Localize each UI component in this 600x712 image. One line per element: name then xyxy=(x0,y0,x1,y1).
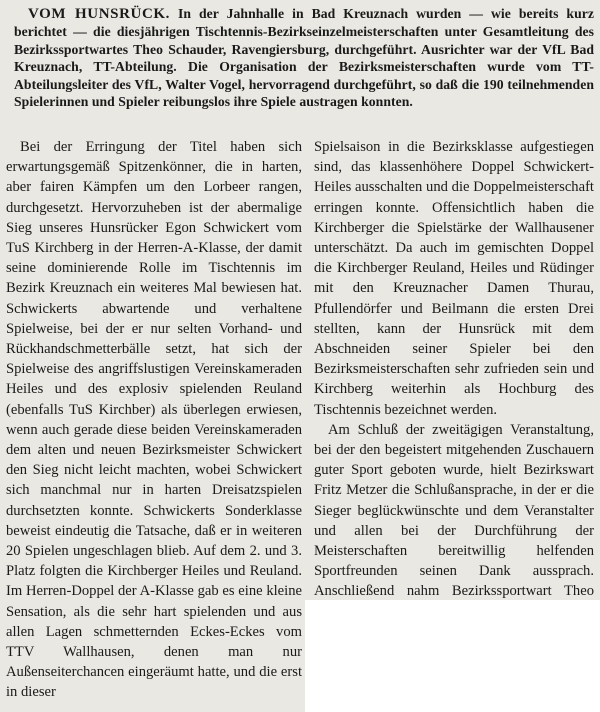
article-kicker: VOM HUNSRÜCK. xyxy=(28,6,170,22)
column-left-paragraph: Bei der Erringung der Titel haben sich erwartungsgemäß Spitzenkönner, die in harten, aber fairen Kämpfen um den Lorbeer rangen, durchgesetzt. Hervorzuheben ist der abermalige Sieg unseres Hunsrücker Egon Schwickert vom TuS Kirchberg in der Herren-A-Klasse, der damit seine dominierende Rolle im Tischtennis im Bezirk Kreuznach ein weiteres Mal bewiesen hat. Schwickerts abwartende und verhaltene Spielweise, bei der er nur selten Vorhand- und Rückhandschmetterbälle setzt, hat sich der Spielweise des angriffslustigen Vereinskameraden Heiles und des explosiv spielenden Reuland (ebenfalls TuS Kirchber) als überlegen erwiesen, wenn auch gerade diese beiden Vereinskameraden dem alten und neuen Bezirksmeister Schwickert den Sieg nicht leicht machten, wobei Schwickert sich manchmal nur in harten Dreisatzspielen durchsetzten konnte. Schwickerts Sonderklasse beweist eindeutig die Tatsache, daß er in weiteren 20 Spielen ungeschlagen blieb. Auf dem 2. und 3. Platz folgten die Kirchberger Heiles und Reuland. Im Herren-Doppel der A-Klasse gab es eine kleine Sensation, als die sehr hart spielenden und aus allen Lagen schmetternden Eckes-Eckes vom TTV Wallhausen, denen man nur Außenseiterchancen eingeräumt hatte, und die erst in dieser xyxy=(6,139,302,701)
lead-paragraph: In der Jahnhalle in Bad Kreuznach wurden — wie bereits kurz berichtet — die diesjährigen Tischtennis-Bezirkseinzelmeisterschaften unter Gesamtleitung des Bezirkssportwartes Theo Schauder, Ravengiersburg, durchgeführt. Ausrichter war der VfL Bad Kreuznach, TT-Abteilung. Die Organisation der Bezirksmeisterschaften wurde vom TT-Abteilungsleiter des VfL, Walter Vogel, hervorragend durchgeführt, so daß die 190 teilnehmenden Spielerinnen und Spieler reibungslos ihre Spiele austragen konnten. xyxy=(14,6,594,110)
article-lead xyxy=(14,5,594,110)
article-column-right xyxy=(314,137,594,622)
article-column-left xyxy=(6,137,302,703)
column-right-paragraph-1: Spielsaison in die Bezirksklasse aufgestiegen sind, das klassenhöhere Doppel Schwickert-Heiles ausschalten und die Doppelmeisterschaft erringen konnte. Offensichtlich haben die Kirchberger die Spielstärke der Wallhausener unterschätzt. Da auch im gemischten Doppel die Kirchberger Reuland, Heiles und Rüdinger mit den Kreuznacher Damen Thurau, Pfullendörfer und Beilmann die ersten Drei stellten, kann der Hunsrück mit dem Abschneiden seiner Spieler bei den Bezirksmeisterschaften sehr zufrieden sein und Kirchberg weiterhin als Hochburg des Tischtennis bezeichnet werden. xyxy=(314,139,594,418)
column-right-paragraph-2: Am Schluß der zweitägigen Veranstaltung, bei der den begeistert mitgehenden Zuschauern guter Sport geboten wurde, hielt Bezirkswart Fritz Metzer die Schlußansprache, in der er die Sieger beglückwünschte und dem Veranstalter und allen bei der Durchführung der Meisterschaften bereitwillig helfenden Sportfreunden seinen Dank aussprach. Anschließend nahm Bezirkssportwart Theo xyxy=(314,421,594,600)
page-blank-area xyxy=(305,600,600,712)
